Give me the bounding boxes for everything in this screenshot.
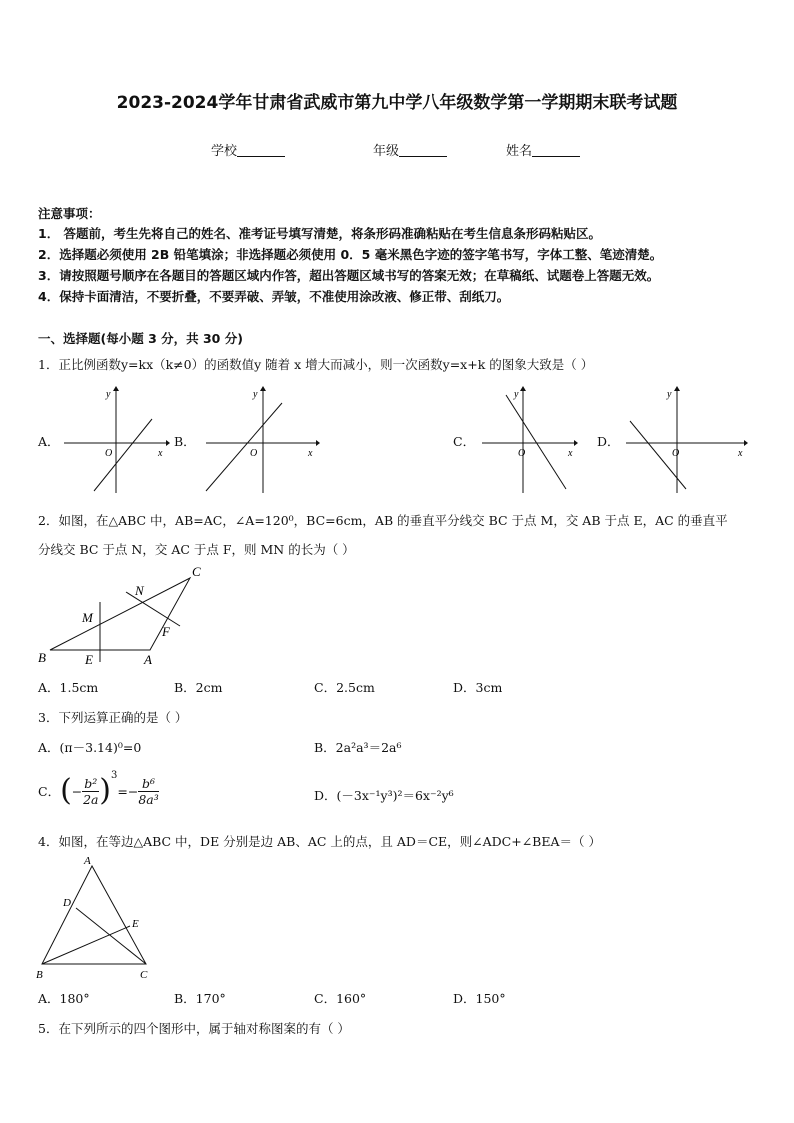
question-1-stem: 1．正比例函数y=kx（k≠0）的函数值y 随着 x 增大而减小，则一次函数y=x+k 的图象大致是（ ） [38, 357, 594, 372]
svg-text:O: O [672, 448, 680, 459]
svg-text:C: C [140, 969, 148, 981]
question-2-stem-line2: 分线交 BC 于点 N，交 AC 于点 F，则 MN 的长为（ ） [38, 542, 355, 557]
svg-text:E: E [132, 918, 139, 930]
svg-text:O: O [250, 448, 258, 459]
grade-field[interactable]: 年级 [373, 140, 447, 159]
q1-option-a[interactable]: A． [38, 434, 60, 449]
svg-text:B: B [38, 650, 46, 665]
question-4-stem: 4．如图，在等边△ABC 中，DE 分别是边 AB、AC 上的点，且 AD＝CE，则∠ADC+∠BEA＝（ ） [38, 834, 601, 849]
q4-option-d[interactable]: D．150° [453, 991, 506, 1006]
svg-text:A: A [144, 652, 152, 667]
q1-graph-d [622, 383, 752, 495]
svg-text:F: F [162, 624, 170, 639]
notice-item: 2．选择题必须使用 2B 铅笔填涂；非选择题必须使用 0．5 毫米黑色字迹的签字笔书写，字体工整、笔迹清楚。 [38, 247, 663, 262]
notice-item: 4．保持卡面清洁，不要折叠，不要弄破、弄皱，不准使用涂改液、修正带、刮纸刀。 [38, 289, 510, 304]
svg-text:y: y [253, 389, 258, 400]
q2-option-c[interactable]: C．2.5cm [314, 680, 375, 695]
svg-text:O: O [105, 448, 113, 459]
q4-option-a[interactable]: A．180° [38, 991, 90, 1006]
svg-text:M: M [82, 610, 93, 625]
q2-option-a[interactable]: A．1.5cm [38, 680, 99, 695]
svg-text:y: y [514, 389, 519, 400]
q3-option-b[interactable]: B．2a²a³＝2a⁶ [314, 740, 402, 755]
q1-option-d[interactable]: D． [597, 434, 620, 449]
q3-option-d[interactable]: D．(－3x⁻¹y³)²＝6x⁻²y⁶ [314, 788, 454, 803]
q3-option-a[interactable]: A．(π－3.14)⁰=0 [38, 740, 142, 755]
name-field[interactable]: 姓名 [506, 140, 580, 159]
section-heading: 一、选择题(每小题 3 分，共 30 分) [38, 331, 243, 346]
notice-item: 3．请按照题号顺序在各题目的答题区域内作答，超出答题区域书写的答案无效；在草稿纸、试题卷上答题无效。 [38, 268, 660, 283]
q1-graph-b [200, 383, 322, 495]
svg-text:N: N [135, 583, 144, 598]
page-title: 2023-2024学年甘肃省武威市第九中学八年级数学第一学期期末联考试题 [116, 93, 678, 113]
svg-text:C: C [192, 564, 201, 579]
svg-text:O: O [518, 448, 526, 459]
svg-text:E: E [85, 652, 93, 667]
q1-option-c[interactable]: C． [453, 434, 476, 449]
q4-option-b[interactable]: B．170° [174, 991, 226, 1006]
q4-triangle-figure [32, 852, 162, 984]
q4-option-c[interactable]: C．160° [314, 991, 367, 1006]
svg-text:y: y [106, 389, 111, 400]
svg-text:x: x [158, 448, 163, 459]
svg-text:B: B [36, 969, 43, 981]
q1-graph-c [478, 383, 582, 495]
q3-option-c[interactable]: C． ( − $\frac{\text{b²}}{2a}$ ) $^3$ =− $\frac{\text{b⁶}}{\text{8a³}}$ [38, 770, 159, 808]
svg-text:D: D [63, 897, 71, 909]
svg-text:A: A [84, 855, 91, 867]
q2-option-d[interactable]: D．3cm [453, 680, 503, 695]
q2-triangle-figure [32, 562, 212, 672]
question-2-stem-line1: 2．如图，在△ABC 中，AB=AC，∠A=120⁰，BC=6cm，AB 的垂直平分线交 BC 于点 M，交 AB 于点 E，AC 的垂直平 [38, 513, 728, 528]
svg-text:x: x [738, 448, 743, 459]
svg-text:y: y [667, 389, 672, 400]
notice-heading: 注意事项： [38, 206, 101, 221]
svg-text:x: x [568, 448, 573, 459]
question-5-stem: 5．在下列所示的四个图形中，属于轴对称图案的有（ ） [38, 1021, 350, 1036]
q1-option-b[interactable]: B． [174, 434, 196, 449]
q1-graph-a [58, 383, 170, 495]
question-3-stem: 3．下列运算正确的是（ ） [38, 710, 188, 725]
q2-option-b[interactable]: B．2cm [174, 680, 223, 695]
svg-text:x: x [308, 448, 313, 459]
notice-item: 1． 答题前，考生先将自己的姓名、准考证号填写清楚，将条形码准确粘贴在考生信息条形码粘贴区。 [38, 226, 602, 241]
school-field[interactable]: 学校 [211, 140, 285, 159]
